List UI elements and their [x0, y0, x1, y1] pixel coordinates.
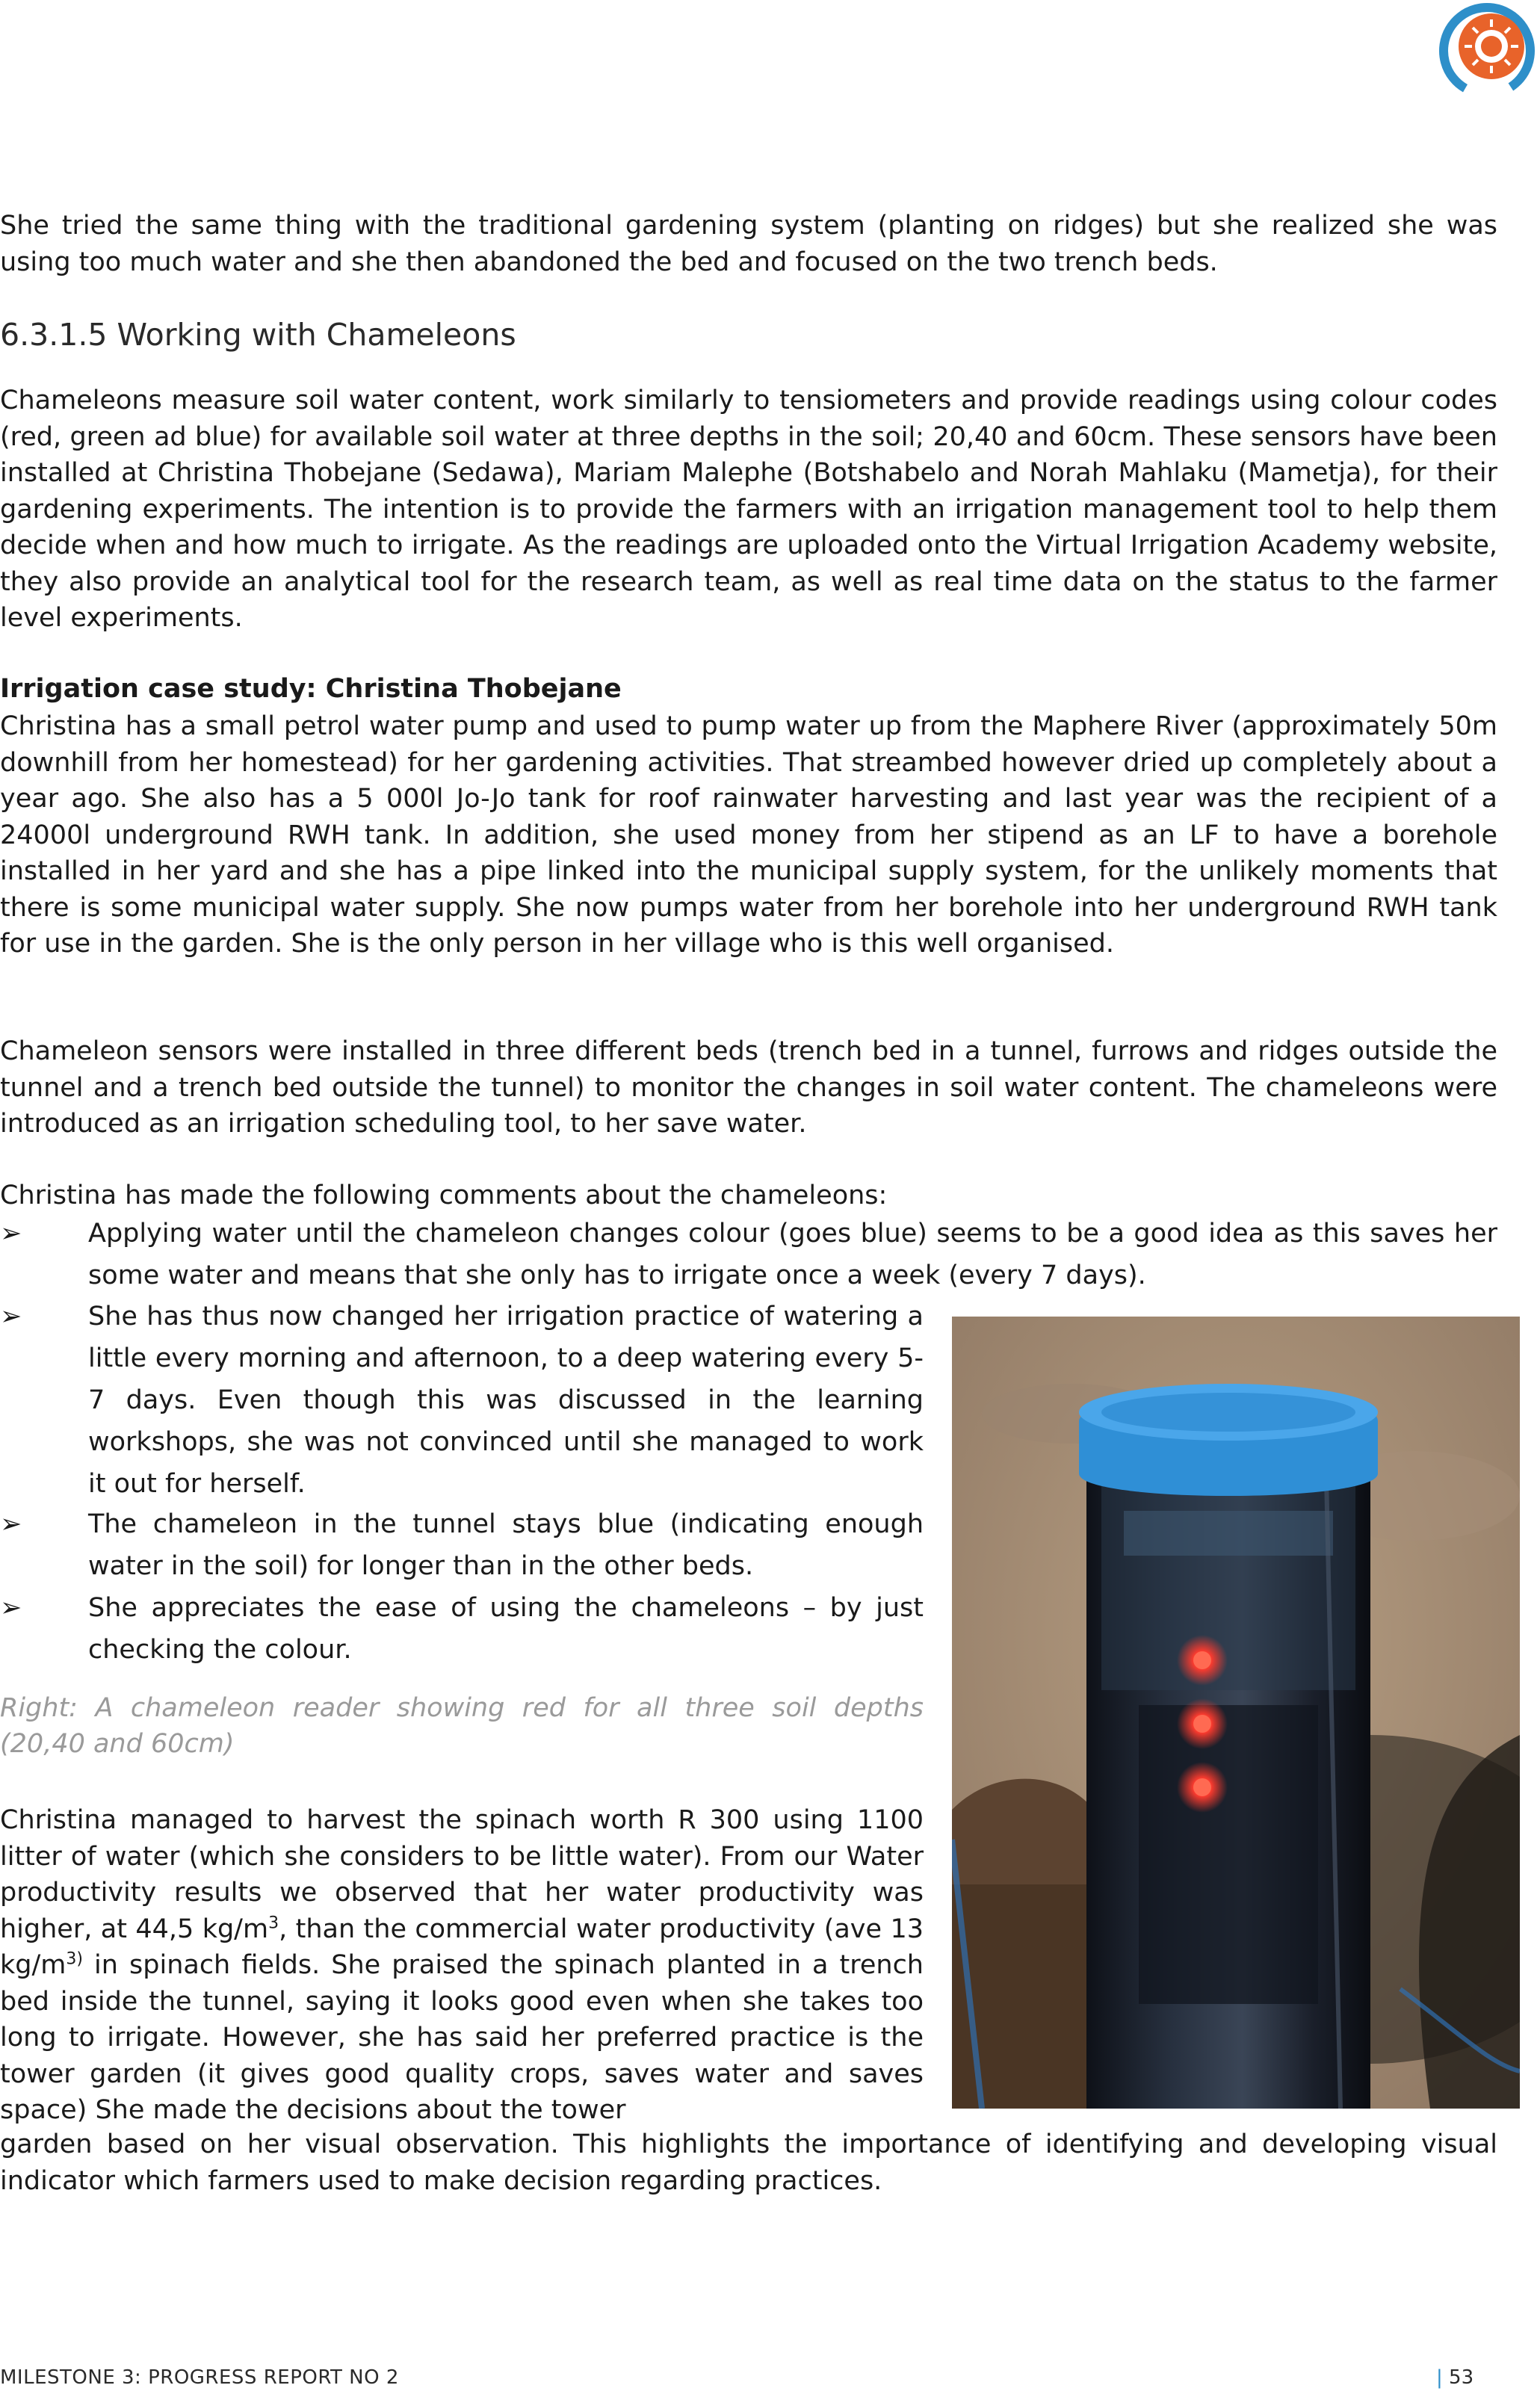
- list-item-text: She has thus now changed her irrigation practice of watering a little every morning and afternoon, to a deep watering every 5-7 days. Even though this was discussed in the learning workshops, she was not convinced until she managed to work it out for herself.: [88, 1302, 924, 1499]
- case-study-paragraph: Christina has a small petrol water pump and used to pump water up from the Maphere River (approximately 50m downhill from her homestead) for her gardening activities. That streambed however dried up completely about a year ago. She also has a 5 000l Jo-Jo tank for roof rainwater harvesting and last year was the recipient of a 24000l underground RWH tank. In addition, she used money from her stipend as an LF to have a borehole installed in her yard and she has a pipe linked into the municipal supply system, for the unlikely moments that there is some municipal water supply. She now pumps water from her borehole into her underground RWH tank for use in the garden. She is the only person in her village who is this well organised.: [0, 711, 1497, 959]
- arrow-bullet-icon: ➢: [0, 1509, 22, 1539]
- sensors-paragraph: Chameleon sensors were installed in three different beds (trench bed in a tunnel, furrows and ridges outside the tunnel and a trench bed outside the tunnel) to monitor the changes in soil water content. The chameleons were introduced as an irrigation scheduling tool, to her save water.: [0, 1036, 1497, 1139]
- arrow-bullet-icon: ➢: [0, 1302, 22, 1331]
- footer-separator: |: [1436, 2366, 1443, 2389]
- list-item-text: She appreciates the ease of using the chameleons – by just checking the colour.: [88, 1593, 924, 1665]
- arrow-bullet-icon: ➢: [0, 1219, 22, 1249]
- case-study-title: Irrigation case study: Christina Thobejane: [0, 674, 622, 704]
- sun-logo-icon: [1418, 0, 1538, 106]
- photo-caption: Right: A chameleon reader showing red for all three soil depths (20,40 and 60cm): [0, 1693, 924, 1759]
- harvest-paragraph: Christina managed to harvest the spinach worth R 300 using 1100 litter of water (which she considers to be little water). From our Water productivity results we observed that her water productivity was higher, at 44,5 $kg/m^3$, than the commercial water productivity (ave 13 $kg/m^{3)}$ in spinach fields. She praised the spinach planted in a trench bed inside the tunnel, saying it looks good even when she takes too long to irrigate. However, she has said her preferred practice is the tower garden (it gives good quality crops, saves water and saves space) She made the decisions about the tower: [0, 1805, 924, 2125]
- page-number: | 53: [1436, 2366, 1474, 2389]
- chameleons-paragraph: Chameleons measure soil water content, work similarly to tensiometers and provide readings using colour codes (red, green ad blue) for available soil water at three depths in the soil; 20,40 and 60cm. These sensors have been installed at Christina Thobejane (Sedawa), Mariam Malephe (Botshabelo and Norah Mahlaku (Mametja), for their gardening experiments. The intention is to provide the farmers with an irrigation management tool to help them decide when and how much to irrigate. As the readings are uploaded onto the Virtual Irrigation Academy website, they also provide an analytical tool for the research team, as well as real time data on the status to the farmer level experiments.: [0, 386, 1497, 633]
- chameleon-reader-photo: [952, 1317, 1520, 2109]
- intro-paragraph: She tried the same thing with the traditional gardening system (planting on ridges) but she realized she was using too much water and she then abandoned the bed and focused on the two trench beds.: [0, 211, 1497, 277]
- section-heading: 6.3.1.5 Working with Chameleons: [0, 317, 516, 353]
- comments-intro: Christina has made the following comments about the chameleons:: [0, 1181, 888, 1210]
- list-item-text: The chameleon in the tunnel stays blue (indicating enough water in the soil) for longer than in the other beds.: [88, 1509, 924, 1581]
- harvest-paragraph-end: garden based on her visual observation. This highlights the importance of identifying and developing visual indicator which farmers used to make decision regarding practices.: [0, 2129, 1497, 2196]
- list-item-text: Applying water until the chameleon changes colour (goes blue) seems to be a good idea as this saves her some water and means that she only has to irrigate once a week (every 7 days).: [88, 1219, 1497, 1290]
- footer-title: MILESTONE 3: PROGRESS REPORT NO 2: [0, 2366, 399, 2389]
- arrow-bullet-icon: ➢: [0, 1593, 22, 1623]
